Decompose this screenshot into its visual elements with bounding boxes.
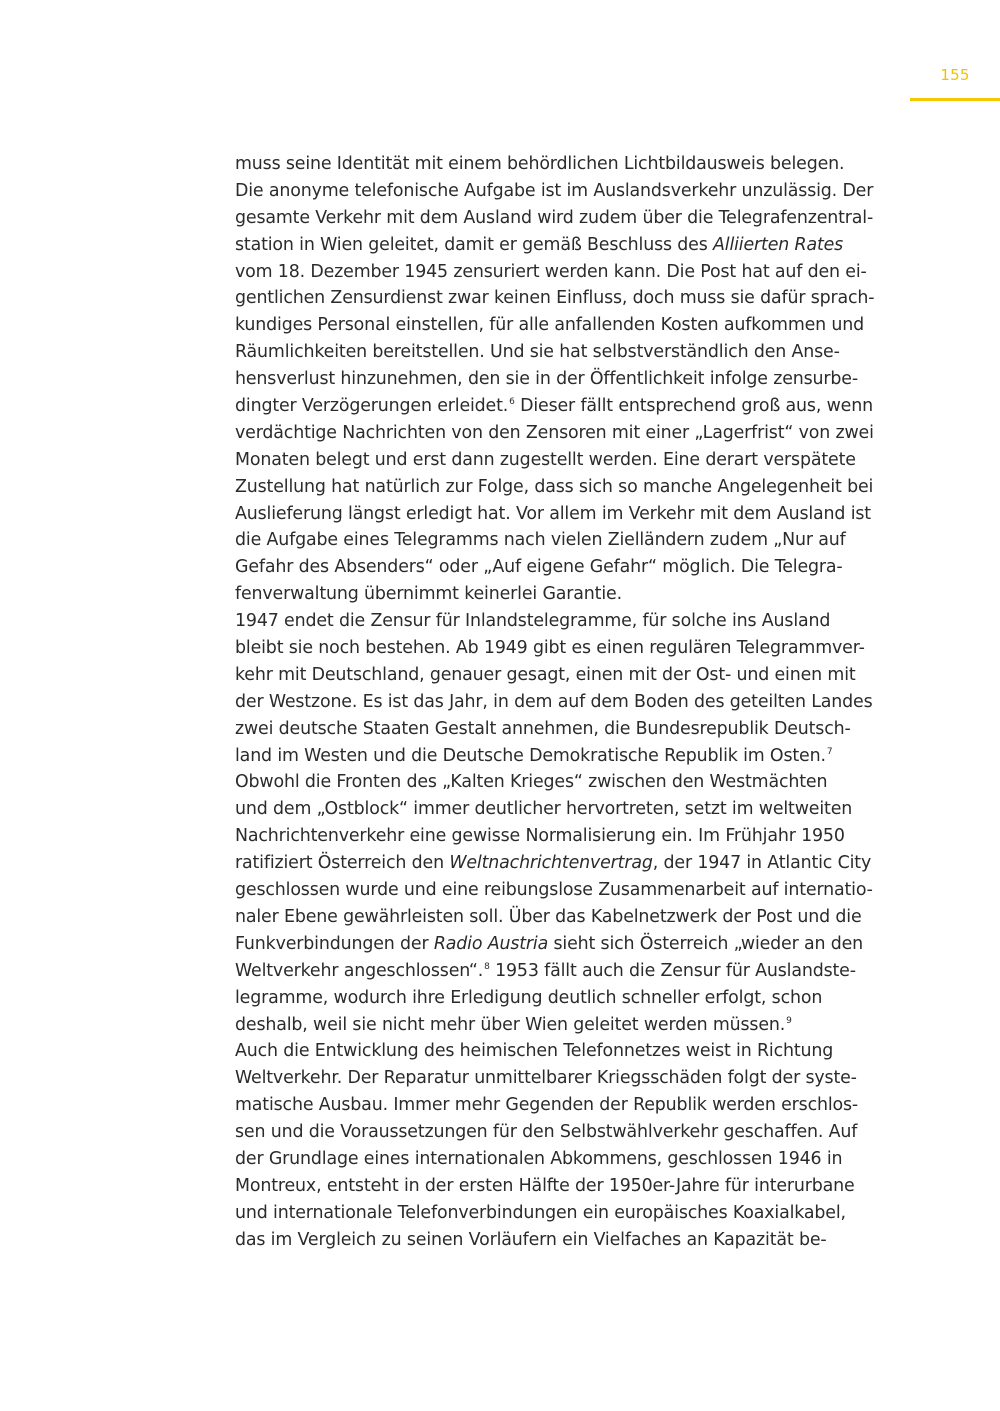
text-line — [235, 232, 897, 259]
text-run: hensverlust hinzunehmen, den sie in der Öffentlichkeit infolge zensurbe- — [235, 369, 858, 390]
text-line — [235, 1227, 897, 1254]
text-line — [235, 393, 897, 420]
text-run: Räumlichkeiten bereitstellen. Und sie hat selbstverständlich den Anse- — [235, 342, 840, 363]
text-run: matische Ausbau. Immer mehr Gegenden der Republik werden erschlos- — [235, 1095, 859, 1116]
text-line — [235, 1092, 897, 1119]
text-run: fenverwaltung übernimmt keinerlei Garantie. — [235, 584, 622, 605]
italic-text: Radio Austria — [433, 933, 549, 954]
text-line — [235, 554, 897, 581]
text-run: sen und die Voraussetzungen für den Selbstwählverkehr geschaffen. Auf — [235, 1122, 858, 1143]
text-line — [235, 1119, 897, 1146]
text-line — [235, 366, 897, 393]
text-line — [235, 662, 897, 689]
text-run: Montreux, entsteht in der ersten Hälfte der 1950er-Jahre für interurbane — [235, 1175, 855, 1196]
text-line — [235, 339, 897, 366]
text-run: Monaten belegt und erst dann zugestellt werden. Eine derart verspätete — [235, 449, 856, 470]
text-run: gesamte Verkehr mit dem Ausland wird zudem über die Telegrafenzentral- — [235, 207, 874, 228]
text-line — [235, 178, 897, 205]
text-line — [235, 877, 897, 904]
italic-text: Alliierten Rates — [713, 234, 844, 255]
text-run: gentlichen Zensurdienst zwar keinen Einfluss, doch muss sie dafür sprach- — [235, 288, 875, 309]
body-text — [235, 151, 897, 1254]
text-run: Auch die Entwicklung des heimischen Telefonnetzes weist in Richtung — [235, 1041, 834, 1062]
text-line — [235, 985, 897, 1012]
text-line — [235, 635, 897, 662]
text-run: land im Westen und die Deutsche Demokratische Republik im Osten. — [235, 745, 826, 766]
text-line — [235, 581, 897, 608]
text-line — [235, 447, 897, 474]
text-run: dingter Verzögerungen erleidet. — [235, 396, 509, 417]
footnote-reference: 7 — [826, 746, 833, 757]
text-line — [235, 769, 897, 796]
text-line — [235, 689, 897, 716]
text-run: Funkverbindungen der — [235, 933, 434, 954]
text-line — [235, 259, 897, 286]
text-run: ratifiziert Österreich den — [235, 853, 450, 874]
text-line — [235, 796, 897, 823]
text-run: station in Wien geleitet, damit er gemäß Beschluss des — [235, 234, 714, 255]
text-run: geschlossen wurde und eine reibungslose Zusammenarbeit auf internatio- — [235, 880, 873, 901]
text-run: Auslieferung längst erledigt hat. Vor allem im Verkehr mit dem Ausland ist — [235, 503, 871, 524]
footnote-reference: 8 — [484, 961, 490, 972]
text-run: 1953 fällt auch die Zensur für Auslandste- — [489, 960, 856, 981]
text-run: deshalb, weil sie nicht mehr über Wien geleitet werden müssen. — [235, 1014, 786, 1035]
text-line — [235, 1065, 897, 1092]
text-run: und dem „Ostblock“ immer deutlicher hervortreten, setzt im weltweiten — [235, 799, 853, 820]
text-line — [235, 151, 897, 178]
text-run: die Aufgabe eines Telegramms nach vielen Zielländern zudem „Nur auf — [235, 530, 846, 551]
text-run: verdächtige Nachrichten von den Zensoren mit einer „Lagerfrist“ von zwei — [235, 422, 874, 443]
text-run: vom 18. Dezember 1945 zensuriert werden kann. Die Post hat auf den ei- — [235, 261, 867, 282]
text-run: Obwohl die Fronten des „Kalten Krieges“ zwischen den Westmächten — [235, 772, 828, 793]
text-line — [235, 527, 897, 554]
text-run: 1947 endet die Zensur für Inlandstelegramme, für solche ins Ausland — [235, 611, 831, 632]
text-run: der Westzone. Es ist das Jahr, in dem auf dem Boden des geteilten Landes — [235, 691, 873, 712]
text-line — [235, 1038, 897, 1065]
text-run: Dieser fällt entsprechend groß aus, wenn — [514, 396, 873, 417]
text-run: Die anonyme telefonische Aufgabe ist im Auslandsverkehr unzulässig. Der — [235, 180, 874, 201]
text-line — [235, 474, 897, 501]
page-number: 155 — [940, 66, 970, 84]
text-run: das im Vergleich zu seinen Vorläufern ein Vielfaches an Kapazität be- — [235, 1229, 827, 1250]
text-line — [235, 1173, 897, 1200]
italic-text: Weltnachrichtenvertrag — [449, 853, 653, 874]
text-run: kehr mit Deutschland, genauer gesagt, einen mit der Ost- und einen mit — [235, 664, 856, 685]
text-line — [235, 958, 897, 985]
text-line — [235, 1012, 897, 1039]
text-line — [235, 823, 897, 850]
text-run: der Grundlage eines internationalen Abkommens, geschlossen 1946 in — [235, 1148, 843, 1169]
text-line — [235, 608, 897, 635]
text-line — [235, 312, 897, 339]
footnote-reference: 9 — [786, 1015, 792, 1026]
text-run: bleibt sie noch bestehen. Ab 1949 gibt es einen regulären Telegrammver- — [235, 638, 865, 659]
text-run: muss seine Identität mit einem behördlichen Lichtbildausweis belegen. — [235, 154, 845, 174]
text-line — [235, 285, 897, 312]
text-line — [235, 501, 897, 528]
text-run: Weltverkehr. Der Reparatur unmittelbarer Kriegsschäden folgt der syste- — [235, 1068, 857, 1089]
text-line — [235, 931, 897, 958]
text-run: und internationale Telefonverbindungen ein europäisches Koaxialkabel, — [235, 1202, 846, 1223]
text-run: zwei deutsche Staaten Gestalt annehmen, die Bundesrepublik Deutsch- — [235, 718, 851, 739]
text-run: Zustellung hat natürlich zur Folge, dass sich so manche Angelegenheit bei — [235, 476, 874, 497]
text-run: Weltverkehr angeschlossen“. — [235, 960, 484, 981]
text-run: sieht sich Österreich „wieder an den — [548, 933, 864, 954]
text-run: Gefahr des Absenders“ oder „Auf eigene Gefahr“ möglich. Die Telegra- — [235, 557, 843, 578]
text-run: naler Ebene gewährleisten soll. Über das Kabelnetzwerk der Post und die — [235, 906, 862, 927]
text-line — [235, 716, 897, 743]
footnote-reference: 6 — [509, 397, 515, 408]
text-line — [235, 904, 897, 931]
text-run: kundiges Personal einstellen, für alle anfallenden Kosten aufkommen und — [235, 315, 865, 336]
text-line — [235, 420, 897, 447]
text-run: legramme, wodurch ihre Erledigung deutlich schneller erfolgt, schon — [235, 987, 823, 1008]
text-run: Nachrichtenverkehr eine gewisse Normalisierung ein. Im Frühjahr 1950 — [235, 826, 845, 847]
text-line — [235, 205, 897, 232]
page-number-rule — [910, 98, 1000, 101]
text-line — [235, 1200, 897, 1227]
text-line — [235, 1146, 897, 1173]
text-line — [235, 743, 897, 770]
text-run: , der 1947 in Atlantic City — [652, 853, 872, 874]
text-line — [235, 850, 897, 877]
